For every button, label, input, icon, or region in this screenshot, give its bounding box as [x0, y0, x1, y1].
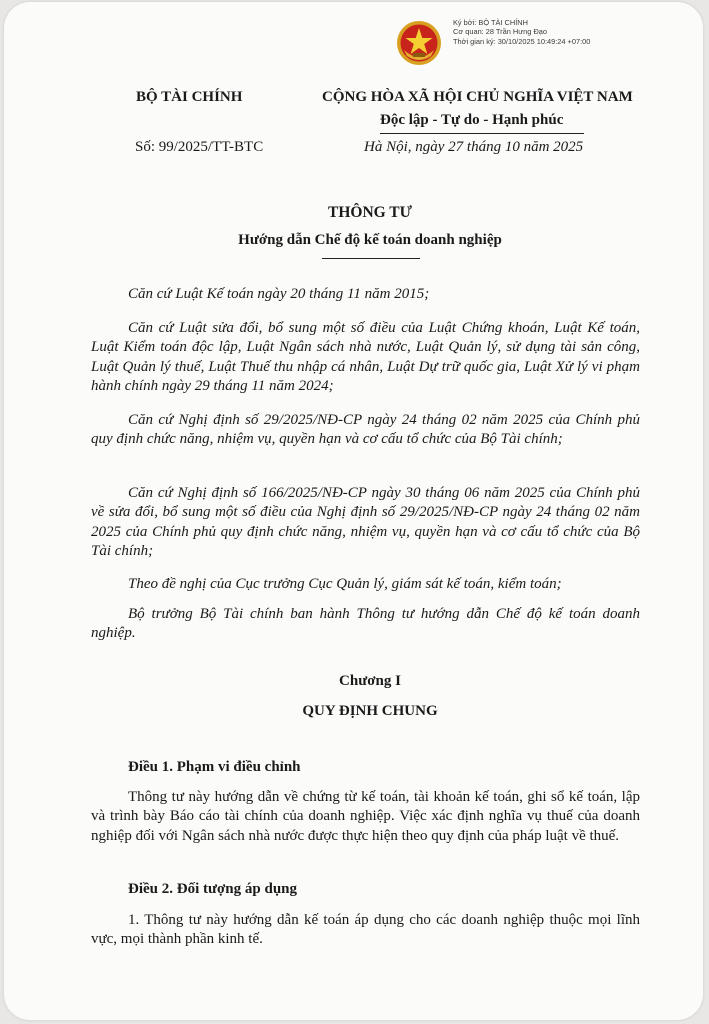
preamble-paragraph: Căn cứ Luật sửa đổi, bổ sung một số điều của Luật Chứng khoán, Luật Kế toán, Luật Kiểm toán độc lập, Luật Ngân sách nhà nước, Luật Quản lý, sử dụng tài sản công, Luật Quản lý thuế, Luật Thuế thu nhập cá nhân, Luật Dự trữ quốc gia, Luật Xử lý vi phạm hành chính ngày 29 tháng 11 năm 2024;	[91, 320, 640, 394]
motto-underline	[380, 133, 584, 134]
document-type: THÔNG TƯ	[328, 204, 412, 221]
article-title: Điều 2. Đối tượng áp dụng	[128, 881, 298, 897]
national-motto: Độc lập - Tự do - Hạnh phúc	[380, 112, 564, 128]
preamble-paragraph: Căn cứ Luật Kế toán ngày 20 tháng 11 năm 2015;	[128, 286, 430, 302]
preamble-paragraph: Bộ trưởng Bộ Tài chính ban hành Thông tư hướng dẫn Chế độ kế toán doanh nghiệp.	[91, 606, 640, 642]
place-and-date: Hà Nội, ngày 27 tháng 10 năm 2025	[364, 139, 584, 155]
issuing-organization: BỘ TÀI CHÍNH	[136, 89, 243, 105]
document-number: Số: 99/2025/TT-BTC	[135, 139, 264, 155]
digital-signature-info	[453, 18, 590, 46]
national-emblem-icon	[396, 20, 442, 66]
preamble-paragraph: Theo đề nghị của Cục trưởng Cục Quản lý, giám sát kế toán, kiểm toán;	[128, 576, 562, 592]
signature-time: Thời gian ký: 30/10/2025 10:49:24 +07:00	[453, 36, 591, 46]
article-title: Điều 1. Phạm vi điều chỉnh	[128, 759, 301, 775]
article-body: Thông tư này hướng dẫn về chứng từ kế toán, tài khoản kế toán, ghi sổ kế toán, lập và trình bày Báo cáo tài chính của doanh nghiệp. Việc xác định nghĩa vụ thuế của doanh nghiệp đối với Ngân sách nhà nước được thực hiện theo quy định của pháp luật về thuế.	[91, 789, 640, 844]
subject-underline	[322, 258, 420, 259]
nation-name: CỘNG HÒA XÃ HỘI CHỦ NGHĨA VIỆT NAM	[322, 89, 633, 105]
chapter-label: Chương I	[339, 673, 401, 689]
signature-agency: Cơ quan: 28 Trần Hưng Đạo	[453, 27, 548, 37]
article-body: 1. Thông tư này hướng dẫn kế toán áp dụng cho các doanh nghiệp thuộc mọi lĩnh vực, mọi thành phần kinh tế.	[91, 912, 640, 948]
preamble-paragraph: Căn cứ Nghị định số 166/2025/NĐ-CP ngày 30 tháng 06 năm 2025 của Chính phủ về sửa đổi, bổ sung một số điều của Nghị định số 29/2025/NĐ-CP ngày 24 tháng 02 năm 2025 của Chính phủ quy định chức năng, nhiệm vụ, quyền hạn và cơ cấu tổ chức của Bộ Tài chính;	[91, 485, 640, 559]
preamble-paragraph: Căn cứ Nghị định số 29/2025/NĐ-CP ngày 24 tháng 02 năm 2025 của Chính phủ quy định chức năng, nhiệm vụ, quyền hạn và cơ cấu tổ chức của Bộ Tài chính;	[91, 412, 640, 448]
signature-signer: Ký bởi: BỘ TÀI CHÍNH	[453, 18, 528, 27]
document-page	[4, 2, 703, 1020]
document-subject: Hướng dẫn Chế độ kế toán doanh nghiệp	[238, 232, 502, 248]
chapter-title: QUY ĐỊNH CHUNG	[302, 703, 438, 719]
